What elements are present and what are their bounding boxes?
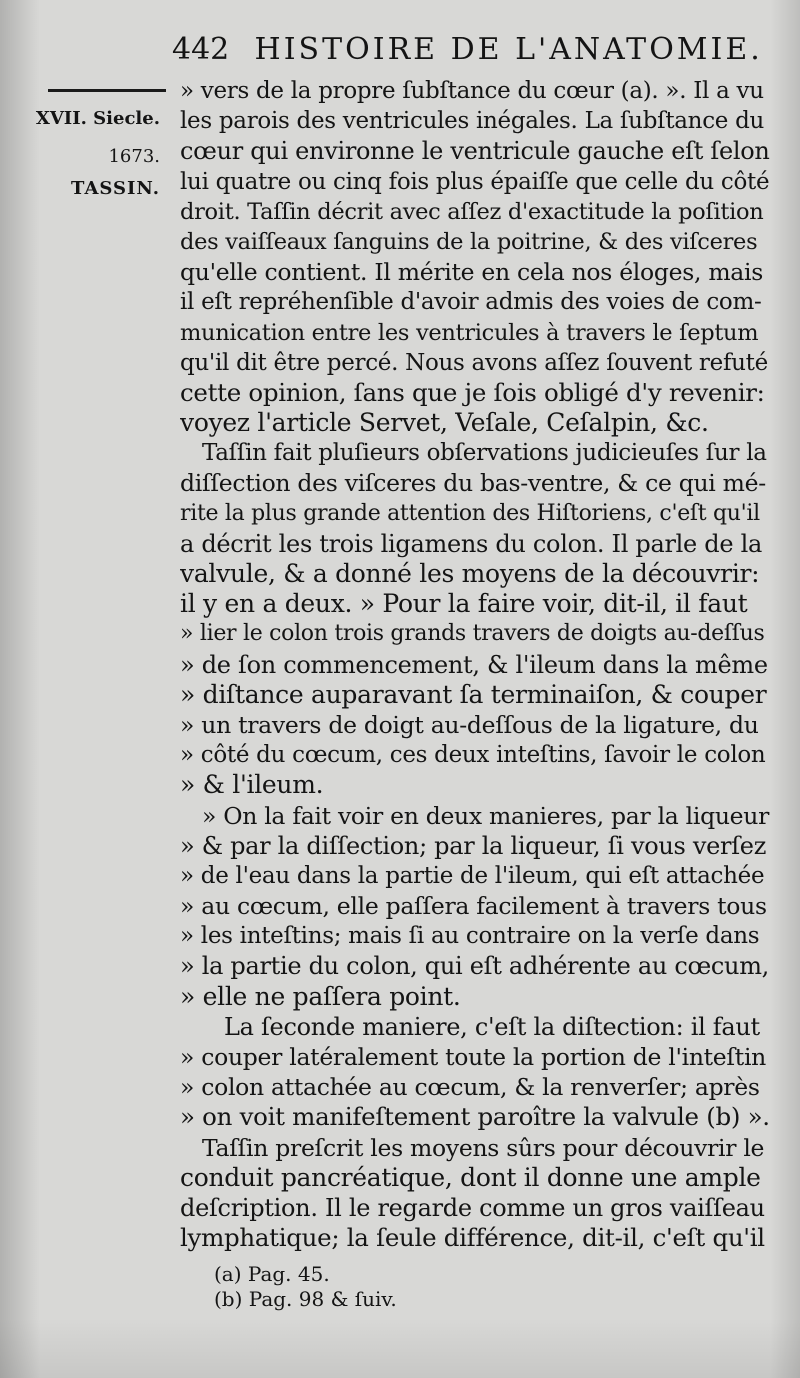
running-header [172,32,772,72]
text-line: » diſtance auparavant ſa terminaiſon, & couper [180,679,767,709]
text-line: lymphatique; la ſeule différence, dit-il, c'eſt qu'il [180,1223,765,1253]
text-line: » lier le colon trois grands travers de doigts au-deſſus [180,621,765,647]
text-line: » colon attachée au cœcum, & la renverſer; après [180,1073,760,1102]
text-line: » de ſon commencement, & l'ileum dans la même [180,650,768,679]
footnotes [214,1262,614,1312]
text-line: » au cœcum, elle paſſera facilement à travers tous [180,892,767,921]
text-line: droit. Taſſin décrit avec aſſez d'exactitude la poſition [180,198,764,225]
text-line: » on voit manifeſtement paroître la valvule (b) ». [180,1102,770,1132]
text-line: » & par la diſſection; par la liqueur, ſi vous verſez [180,831,767,860]
text-line: cette opinion, ſans que je ſois obligé d'y revenir: [180,377,765,407]
text-line: lui quatre ou cinq fois plus épaiſſe que celle du côté [180,168,770,195]
footnote-b: (b) Pag. 98 & ſuiv. [214,1287,397,1311]
text-line: » de l'eau dans la partie de l'ileum, qui eſt attachée [180,862,765,889]
text-line: » la partie du colon, qui eſt adhérente au cœcum, [180,952,769,981]
text-line: cœur qui environne le ventricule gauche eſt ſelon [180,137,770,166]
text-line: » vers de la propre ſubſtance du cœur (a). ». Il a vu [180,78,764,104]
text-line: » On la fait voir en deux manieres, par la liqueur [202,801,770,830]
text-line: les parois des ventricules inégales. La ſubſtance du [180,108,765,135]
footnote-a: (a) Pag. 45. [214,1262,330,1286]
text-line: qu'il dit être percé. Nous avons aſſez ſouvent refuté [180,349,768,376]
margin-rule [48,89,166,92]
margin-note-century: XVII. Siecle. [35,108,160,129]
text-line: » elle ne paſſera point. [180,981,461,1011]
text-line: » couper latéralement toute la portion de l'inteſtin [180,1043,767,1071]
text-line: des vaiſſeaux ſanguins de la poitrine, & des viſceres [180,228,758,255]
text-line: rite la plus grande attention des Hiſtoriens, c'eſt qu'il [180,500,760,526]
text-line: » un travers de doigt au-deſſous de la ligature, du [180,710,759,739]
text-line: Taſſin preſcrit les moyens sûrs pour découvrir le [202,1133,765,1162]
margin-note-author: TASSIN. [71,178,160,199]
text-line: munication entre les ventricules à travers le ſeptum [180,319,759,346]
text-line: » & l'ileum. [180,770,324,800]
text-line: voyez l'article Servet, Veſale, Ceſalpin, &c. [180,408,709,438]
text-line: conduit pancréatique, dont il donne une ample [180,1162,761,1192]
text-line: » côté du cœcum, ces deux inteſtins, ſavoir le colon [180,742,766,769]
text-line: deſcription. Il le regarde comme un gros vaiſſeau [180,1193,765,1222]
page-number: 442 [172,32,230,67]
text-line: La ſeconde maniere, c'eſt la diſtection: il faut [224,1012,760,1041]
running-title: HISTOIRE DE L'ANATOMIE. [254,32,763,67]
text-line: Taſſin fait pluſieurs obſervations judicieuſes ſur la [202,440,767,467]
text-line: diſſection des viſceres du bas-ventre, & ce qui mé- [180,469,766,498]
body-text [180,76,770,1253]
text-line: il y en a deux. » Pour la faire voir, dit-il, il faut [180,589,748,619]
text-line: il eſt repréhenſible d'avoir admis des voies de com- [180,289,762,316]
margin-note-year: 1673. [108,146,160,167]
text-line: qu'elle contient. Il mérite en cela nos éloges, mais [180,258,763,287]
text-line: a décrit les trois ligamens du colon. Il parle de la [180,529,762,558]
text-line: valvule, & a donné les moyens de la découvrir: [180,559,760,588]
text-line: » les inteſtins; mais ſi au contraire on la verſe dans [180,923,760,950]
